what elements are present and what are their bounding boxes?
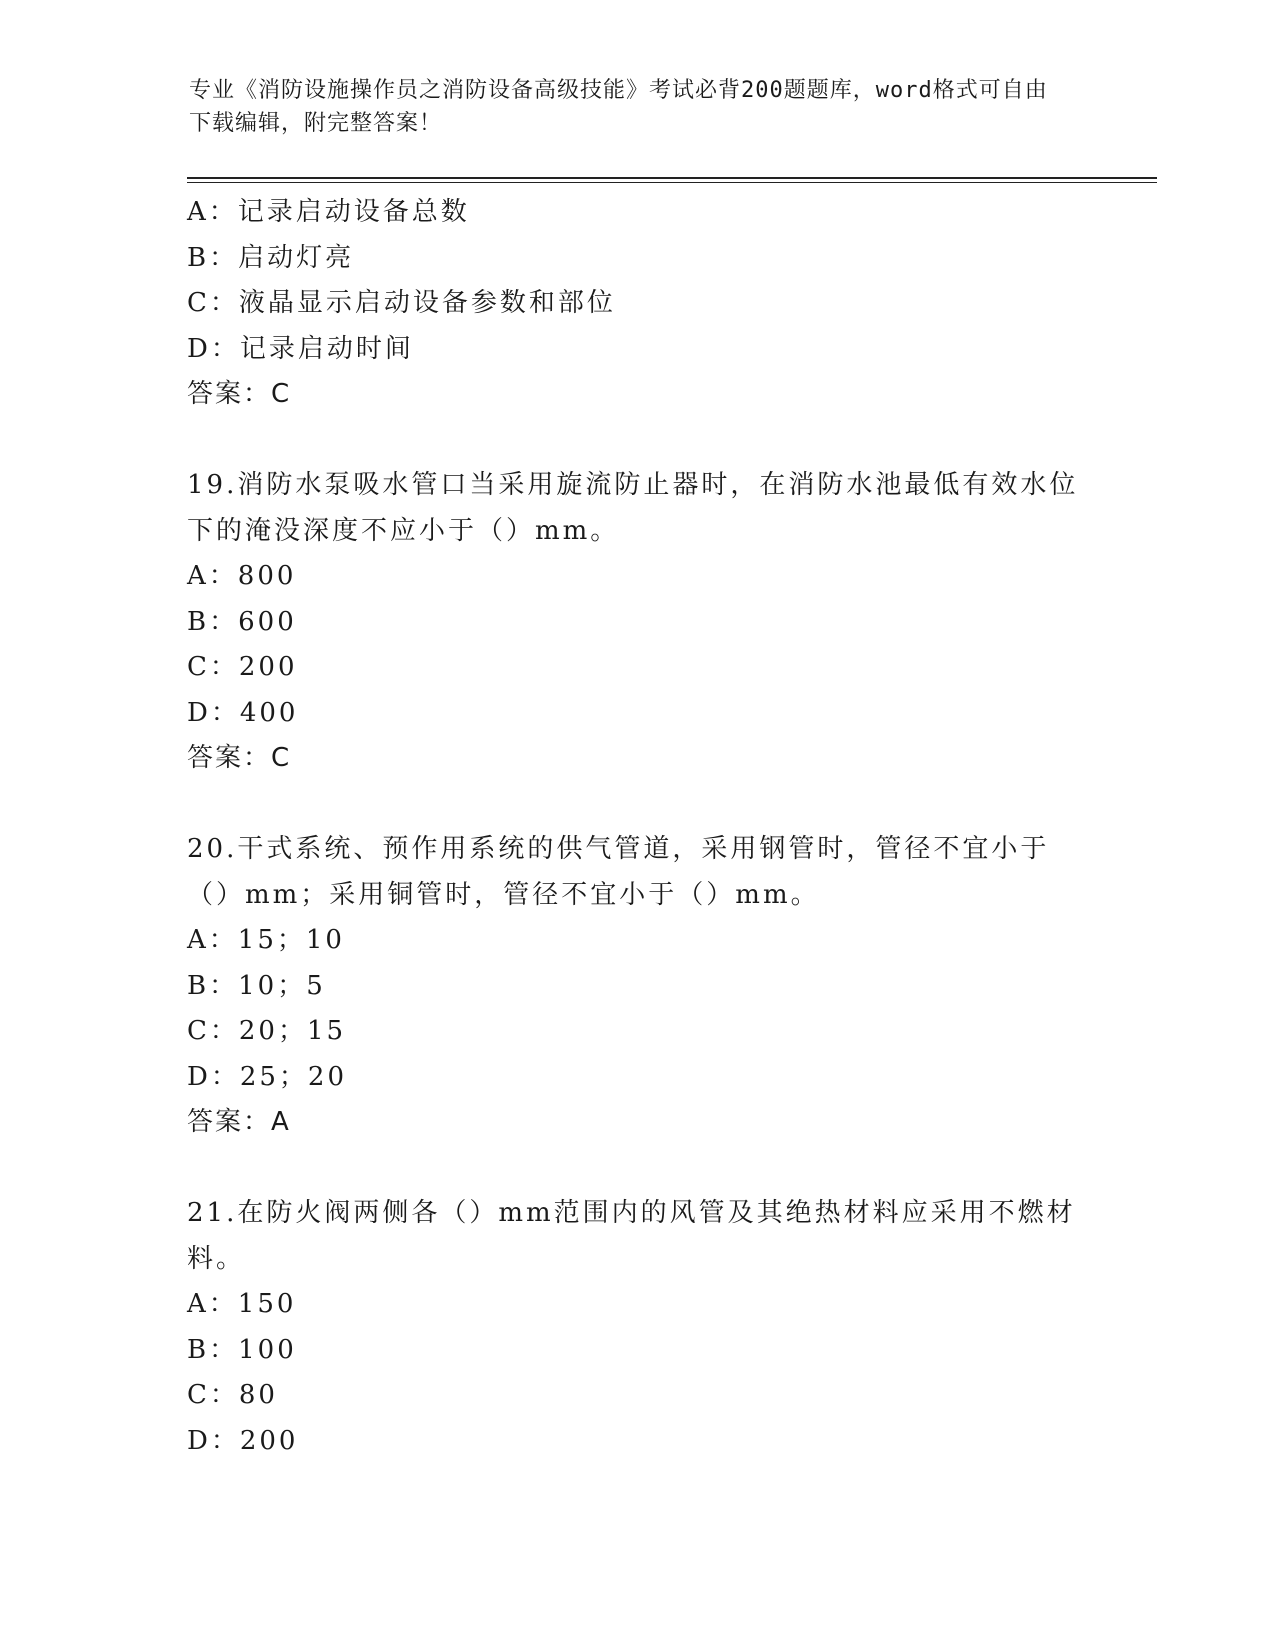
option-c: C：200 [187, 652, 298, 682]
header-divider-thick [187, 177, 1157, 179]
option-d: D：200 [187, 1425, 299, 1456]
option-c: C：80 [187, 1380, 278, 1410]
option-d: D：400 [187, 697, 299, 728]
question-block [187, 1191, 1087, 1464]
option-b: B：启动灯亮 [187, 242, 355, 273]
question-block [187, 827, 1087, 1146]
option-a: A：记录启动设备总数 [187, 197, 470, 227]
document-header: 专业《消防设施操作员之消防设备高级技能》考试必背200题题库，word格式可自由下载编辑，附完整答案！ [189, 78, 1048, 136]
option-c: C：液晶显示启动设备参数和部位 [187, 288, 616, 318]
spacer [187, 418, 1087, 464]
header-divider-thin [187, 182, 1157, 183]
option-a: A：15；10 [187, 925, 345, 955]
option-d: D：25；20 [187, 1061, 348, 1092]
option-d: D：记录启动时间 [187, 333, 414, 364]
option-a: A：800 [187, 561, 297, 591]
question-block [187, 463, 1087, 782]
question-stem: 21.在防火阀两侧各（）mm范围内的风管及其绝热材料应采用不燃材料。 [187, 1198, 1076, 1274]
spacer [187, 782, 1087, 828]
option-a: A：150 [187, 1289, 297, 1319]
question-stem: 19.消防水泵吸水管口当采用旋流防止器时，在消防水池最低有效水位下的淹没深度不应小于（）mm。 [187, 470, 1079, 546]
question-block-continued [187, 190, 1087, 418]
answer-line: 答案：C [187, 743, 292, 773]
option-b: B：100 [187, 1334, 297, 1365]
question-stem: 20.干式系统、预作用系统的供气管道，采用钢管时，管径不宜小于（）mm；采用铜管时，管径不宜小于（）mm。 [187, 834, 1050, 910]
document-body [187, 190, 1087, 1464]
option-b: B：10；5 [187, 970, 326, 1001]
answer-line: 答案：A [187, 1107, 291, 1137]
answer-line: 答案：C [187, 379, 292, 409]
option-b: B：600 [187, 606, 297, 637]
spacer [187, 1146, 1087, 1192]
option-c: C：20；15 [187, 1016, 347, 1046]
